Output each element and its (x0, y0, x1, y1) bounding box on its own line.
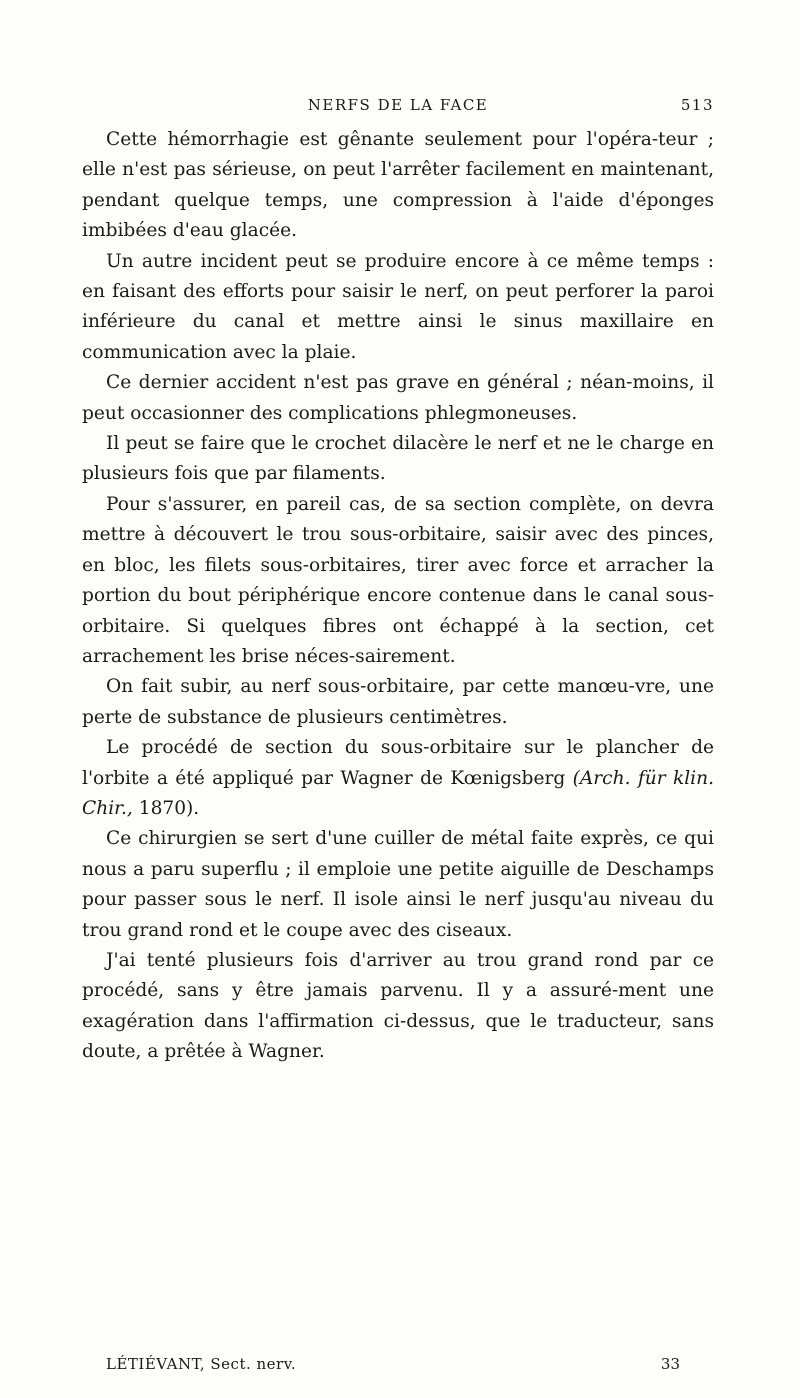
citation-journal: (Arch. für klin. Chir., (82, 767, 715, 819)
body-text (82, 125, 714, 1068)
paragraph: Il peut se faire que le crochet dilacère le nerf et ne le charge en plusieurs fois que par filaments. (82, 433, 714, 485)
paragraph-text: Le procédé de section du sous-orbitaire sur le plancher de l'orbite a été appliqué par Wagner de Kœnigsberg (82, 737, 714, 789)
paragraph: On fait subir, au nerf sous-orbitaire, par cette manœu-vre, une perte de substance de plusieurs centimètres. (82, 676, 714, 728)
signature-author: LÉTIÉVANT, Sect. nerv. (106, 1355, 297, 1373)
paragraph: Ce chirurgien se sert d'une cuiller de métal faite exprès, ce qui nous a paru superflu ; il emploie une petite aiguille de Deschamps pour passer sous le nerf. Il isole ainsi le nerf jusqu'au niveau du trou grand rond et le coupe avec des ciseaux. (82, 828, 714, 941)
signature-number: 33 (660, 1355, 680, 1373)
signature-line (106, 1355, 680, 1379)
paragraph: Ce dernier accident n'est pas grave en général ; néan-moins, il peut occasionner des complications phlegmoneuses. (82, 372, 714, 424)
paragraph: Un autre incident peut se produire encore à ce même temps : en faisant des efforts pour saisir le nerf, on peut perforer la paroi inférieure du canal et mettre ainsi le sinus maxillaire en communication avec la plaie. (82, 250, 714, 363)
paragraph: Cette hémorrhagie est gênante seulement pour l'opéra-teur ; elle n'est pas sérieuse, on peut l'arrêter facilement en maintenant, pendant quelque temps, une compression à l'aide d'éponges imbibées d'eau glacée. (82, 129, 714, 242)
paragraph: Pour s'assurer, en pareil cas, de sa section complète, on devra mettre à découvert le trou sous-orbitaire, saisir avec des pinces, en bloc, les filets sous-orbitaires, tirer avec force et arracher la portion du bout périphérique encore contenue dans le canal sous-orbitaire. Si quelques fibres ont échappé à la section, cet arrachement les brise néces-sairement. (82, 493, 714, 667)
page-number: 513 (680, 96, 714, 114)
paragraph-wagner (82, 733, 714, 824)
paragraph: J'ai tenté plusieurs fois d'arriver au trou grand rond par ce procédé, sans y être jamais parvenu. Il y a assuré-ment une exagération dans l'affirmation ci-dessus, que le traducteur, sans doute, a prêtée à Wagner. (82, 949, 714, 1063)
running-head (82, 96, 714, 120)
citation-year: 1870). (132, 797, 200, 819)
running-head-title: NERFS DE LA FACE (307, 96, 489, 114)
